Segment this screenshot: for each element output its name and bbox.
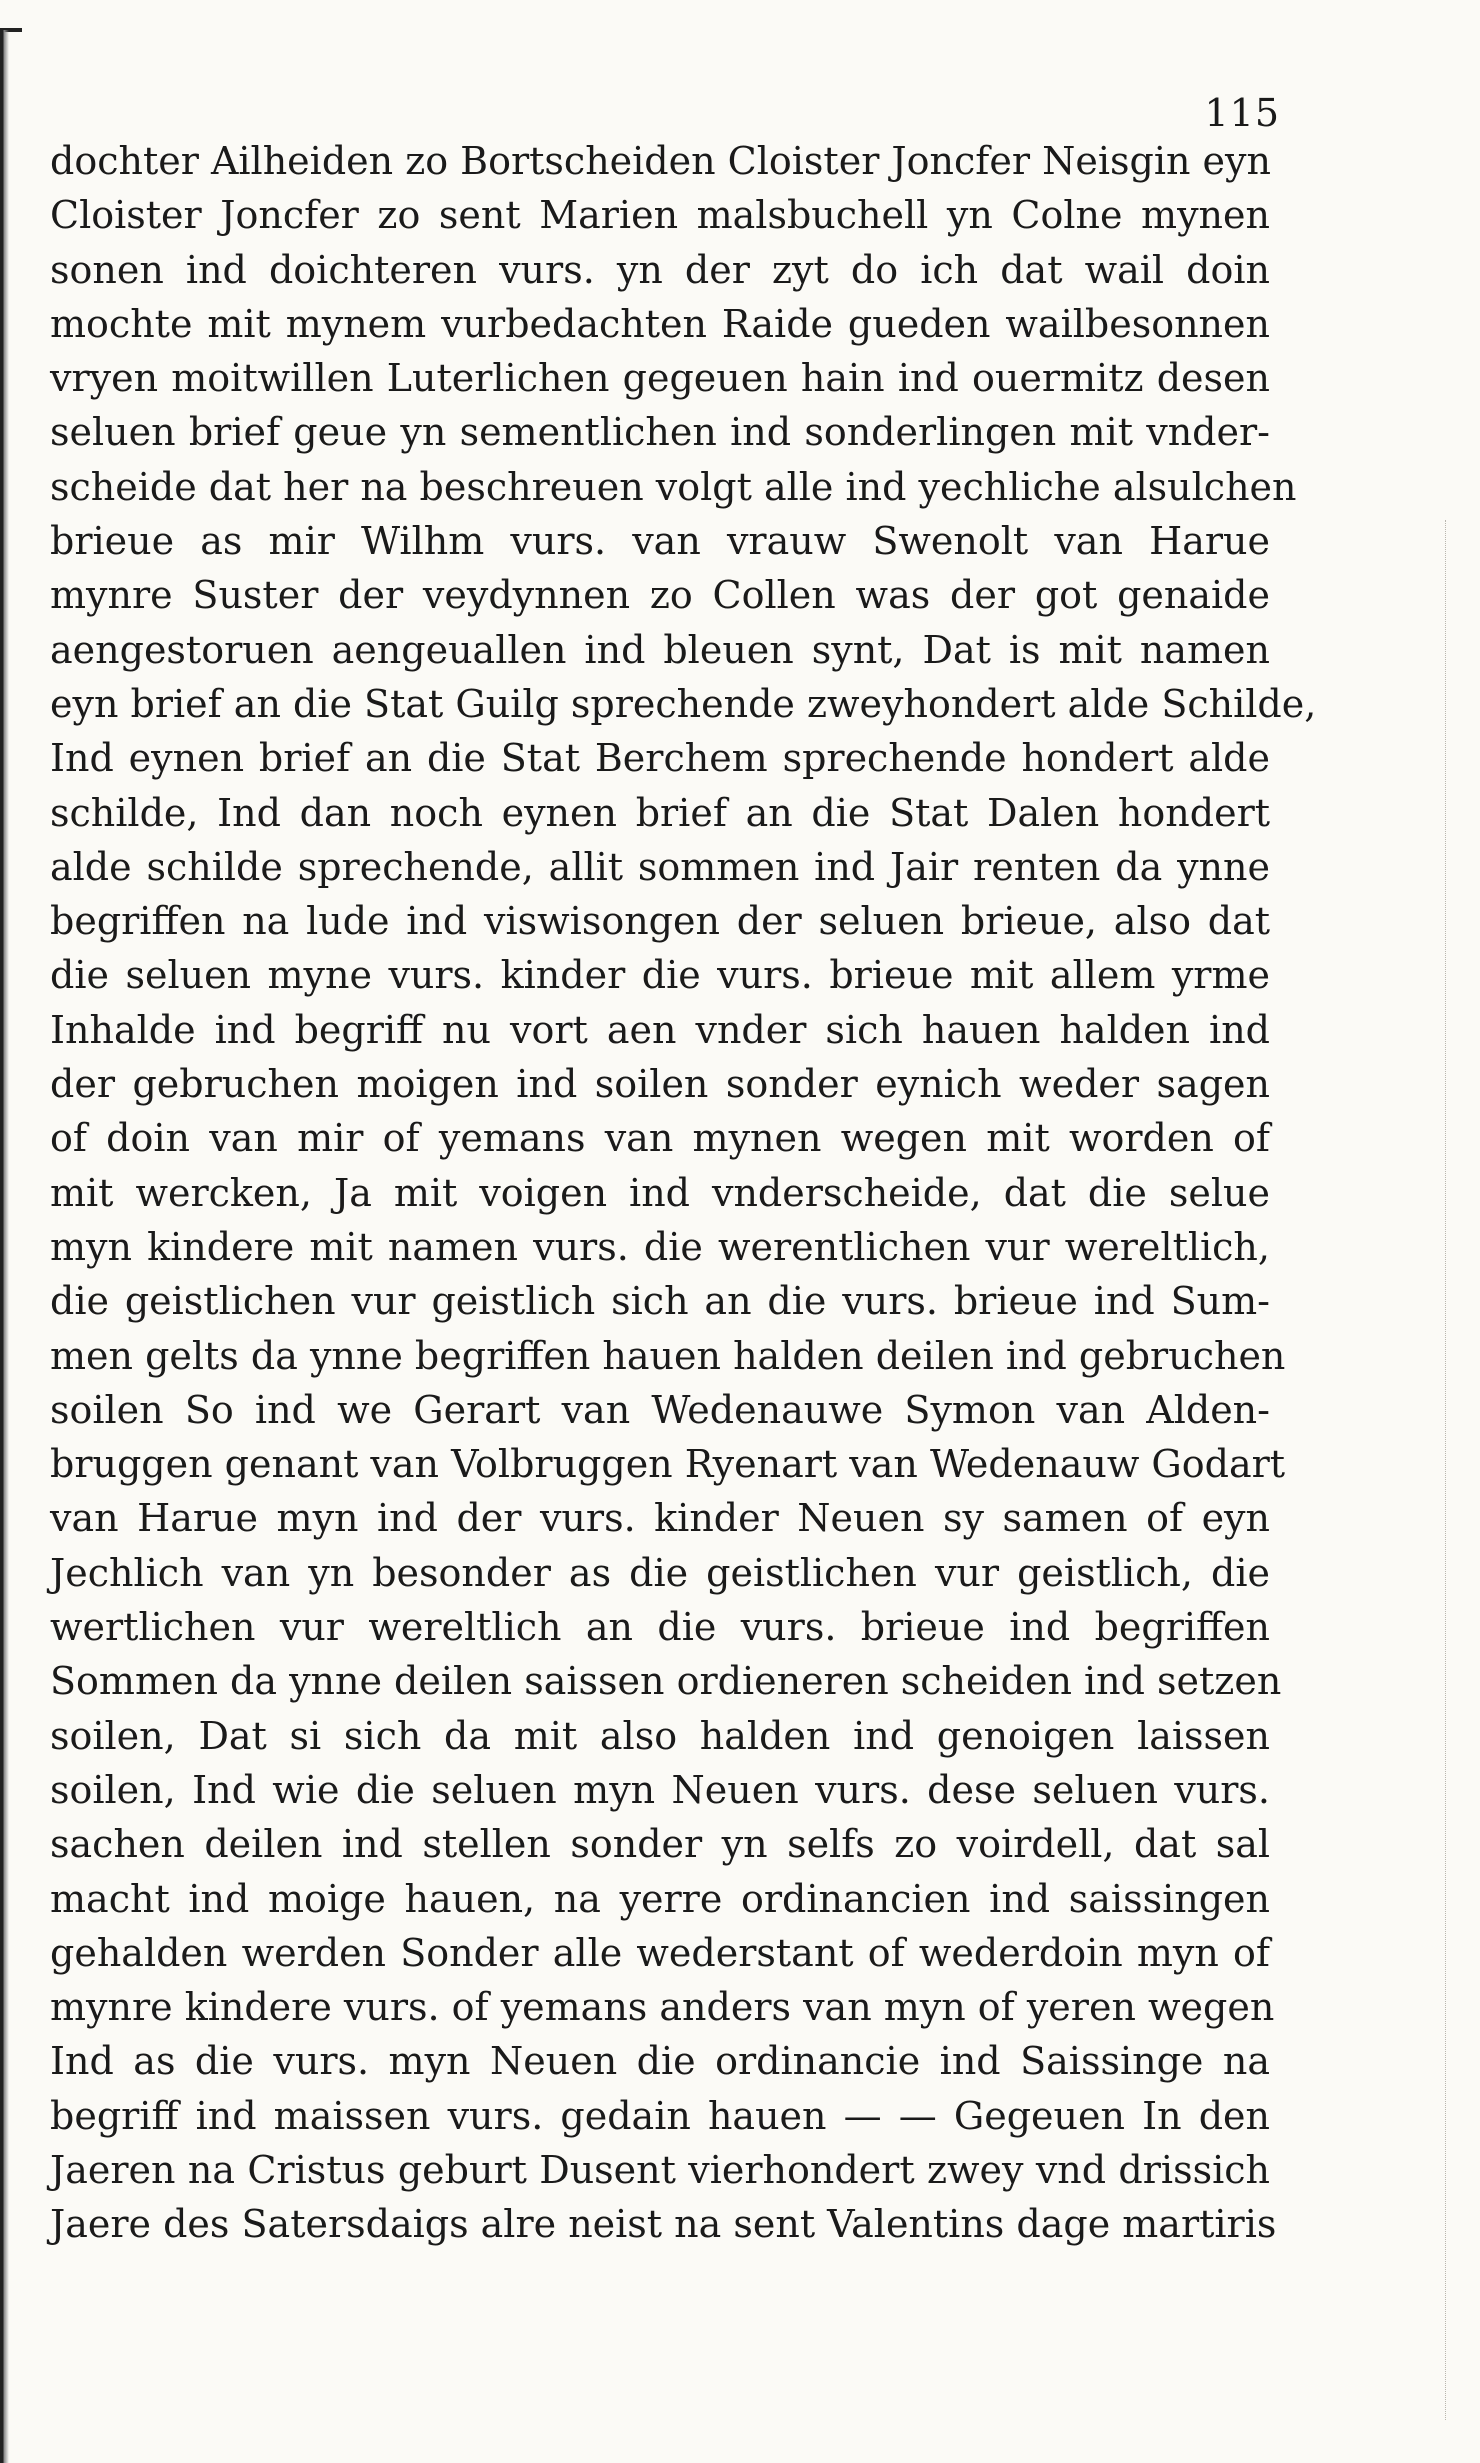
text-line: mochte mit mynem vurbedachten Raide gueden wailbesonnen — [50, 301, 1270, 346]
text-line: soilen So ind we Gerart van Wedenauwe Symon van Alden- — [50, 1387, 1270, 1432]
text-line: schilde, Ind dan noch eynen brief an die Stat Dalen hondert — [50, 790, 1270, 835]
scan-edge-specks — [1445, 520, 1450, 2420]
text-line: sonen ind doichteren vurs. yn der zyt do ich dat wail doin — [50, 247, 1270, 292]
text-line: men gelts da ynne begriffen hauen halden deilen ind gebruchen — [50, 1333, 1286, 1378]
body-text — [50, 134, 1317, 2252]
text-line: die seluen myne vurs. kinder die vurs. brieue mit allem yrme — [50, 953, 1270, 998]
text-line: Ind as die vurs. myn Neuen die ordinancie ind Saissinge na — [50, 2039, 1270, 2084]
text-line: of doin van mir of yemans van mynen wegen mit worden of — [50, 1116, 1270, 1161]
text-line: seluen brief geue yn sementlichen ind sonderlingen mit vnder- — [50, 410, 1270, 455]
text-line: der gebruchen moigen ind soilen sonder eynich weder sagen — [50, 1062, 1270, 1107]
page-number: 115 — [1204, 91, 1280, 135]
text-line: scheide dat her na beschreuen volgt alle ind yechliche alsulchen — [50, 464, 1297, 509]
text-line: Jechlich van yn besonder as die geistlichen vur geistlich, die — [50, 1550, 1270, 1595]
text-line: Sommen da ynne deilen saissen ordieneren scheiden ind setzen — [50, 1659, 1282, 1704]
text-line: gehalden werden Sonder alle wederstant of wederdoin myn of — [50, 1930, 1270, 1975]
text-line: dochter Ailheiden zo Bortscheiden Cloister Joncfer Neisgin eyn — [50, 139, 1271, 183]
binding-edge — [0, 30, 9, 2463]
text-line: eyn brief an die Stat Guilg sprechende zweyhondert alde Schilde, — [50, 681, 1317, 726]
text-line: mynre Suster der veydynnen zo Collen was der got genaide — [50, 573, 1270, 618]
text-line: Ind eynen brief an die Stat Berchem sprechende hondert alde — [50, 736, 1270, 781]
text-line: Jaere des Satersdaigs alre neist na sent Valentins dage martiris — [50, 2202, 1277, 2247]
text-line: Cloister Joncfer zo sent Marien malsbuchell yn Colne mynen — [50, 193, 1270, 238]
text-line: vryen moitwillen Luterlichen gegeuen hain ind ouermitz desen — [50, 356, 1270, 401]
text-line: wertlichen vur wereltlich an die vurs. brieue ind begriffen — [50, 1605, 1270, 1650]
text-line: van Harue myn ind der vurs. kinder Neuen sy samen of eyn — [50, 1496, 1270, 1541]
text-line: alde schilde sprechende, allit sommen ind Jair renten da ynne — [50, 844, 1270, 889]
text-line: aengestoruen aengeuallen ind bleuen synt, Dat is mit namen — [50, 627, 1270, 672]
text-line: begriff ind maissen vurs. gedain hauen — — Gegeuen In den — [50, 2093, 1270, 2138]
text-line: myn kindere mit namen vurs. die werentlichen vur wereltlich, — [50, 1224, 1270, 1269]
text-line: die geistlichen vur geistlich sich an die vurs. brieue ind Sum- — [50, 1279, 1270, 1324]
text-line: mit wercken, Ja mit voigen ind vnderscheide, dat die selue — [50, 1170, 1270, 1215]
text-line: begriffen na lude ind viswisongen der seluen brieue, also dat — [50, 899, 1270, 944]
text-line: macht ind moige hauen, na yerre ordinancien ind saissingen — [50, 1876, 1270, 1921]
text-line: Inhalde ind begriff nu vort aen vnder sich hauen halden ind — [50, 1007, 1270, 1052]
text-line: soilen, Ind wie die seluen myn Neuen vurs. dese seluen vurs. — [50, 1767, 1270, 1812]
text-line: bruggen genant van Volbruggen Ryenart van Wedenauw Godart — [50, 1442, 1286, 1487]
text-line: brieue as mir Wilhm vurs. van vrauw Swenolt van Harue — [50, 519, 1270, 564]
text-line: Jaeren na Cristus geburt Dusent vierhondert zwey vnd drissich — [50, 2147, 1270, 2192]
text-line: mynre kindere vurs. of yemans anders van myn of yeren wegen — [50, 1985, 1275, 2030]
text-line: soilen, Dat si sich da mit also halden ind genoigen laissen — [50, 1713, 1270, 1758]
text-line: sachen deilen ind stellen sonder yn selfs zo voirdell, dat sal — [50, 1822, 1270, 1867]
